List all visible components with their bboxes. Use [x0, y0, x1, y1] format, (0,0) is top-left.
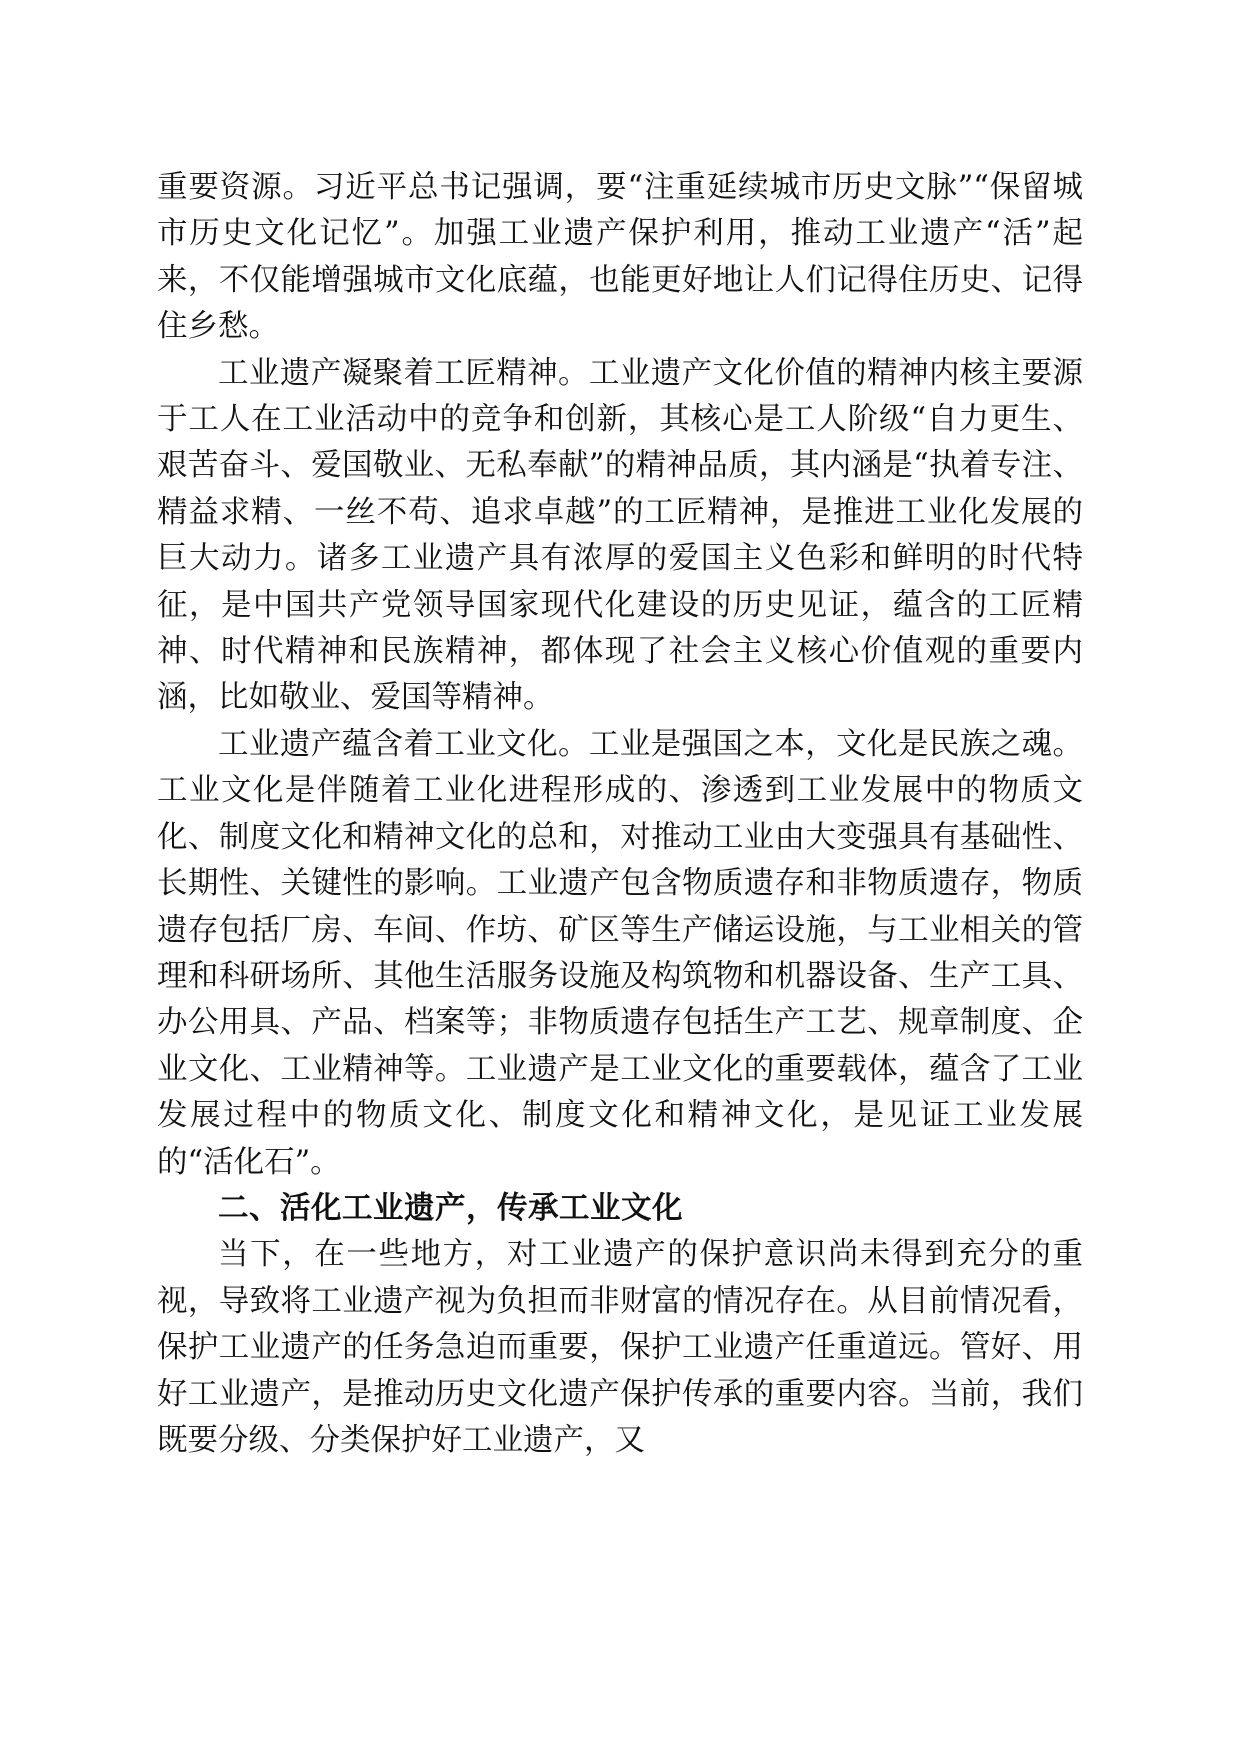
document-body [157, 165, 1083, 1464]
paragraph-continuation: 重要资源。习近平总书记强调，要“注重延续城市历史文脉”“保留城市历史文化记忆”。加强工业遗产保护利用，推动工业遗产“活”起来，不仅能增强城市文化底蕴，也能更好地让人们记得住历史、记得住乡愁。 [157, 170, 1083, 345]
paragraph-industrial-culture: 工业遗产蕴含着工业文化。工业是强国之本，文化是民族之魂。工业文化是伴随着工业化进程形成的、渗透到工业发展中的物质文化、制度文化和精神文化的总和，对推动工业由大变强具有基础性、长期性、关键性的影响。工业遗产包含物质遗存和非物质遗存，物质遗存包括厂房、车间、作坊、矿区等生产储运设施，与工业相关的管理和科研场所、其他生活服务设施及构筑物和机器设备、生产工具、办公用具、产品、档案等；非物质遗存包括生产工艺、规章制度、企业文化、工业精神等。工业遗产是工业文化的重要载体，蕴含了工业发展过程中的物质文化、制度文化和精神文化，是见证工业发展的“活化石”。 [157, 726, 1083, 1180]
paragraph-craftsmanship-spirit: 工业遗产凝聚着工匠精神。工业遗产文化价值的精神内核主要源于工人在工业活动中的竞争和创新，其核心是工人阶级“自力更生、艰苦奋斗、爱国敬业、无私奉献”的精神品质，其内涵是“执着专注、精益求精、一丝不苟、追求卓越”的工匠精神，是推进工业化发展的巨大动力。诸多工业遗产具有浓厚的爱国主义色彩和鲜明的时代特征，是中国共产党领导国家现代化建设的历史见证，蕴含的工匠精神、时代精神和民族精神，都体现了社会主义核心价值观的重要内涵，比如敬业、爱国等精神。 [157, 355, 1083, 716]
section-heading: 二、活化工业遗产，传承工业文化 [218, 1190, 683, 1226]
paragraph-current-situation: 当下，在一些地方，对工业遗产的保护意识尚未得到充分的重视，导致将工业遗产视为负担而非财富的情况存在。从目前情况看，保护工业遗产的任务急迫而重要，保护工业遗产任重道远。管好、用好工业遗产，是推动历史文化遗产保护传承的重要内容。当前，我们既要分级、分类保护好工业遗产，又 [157, 1237, 1083, 1458]
